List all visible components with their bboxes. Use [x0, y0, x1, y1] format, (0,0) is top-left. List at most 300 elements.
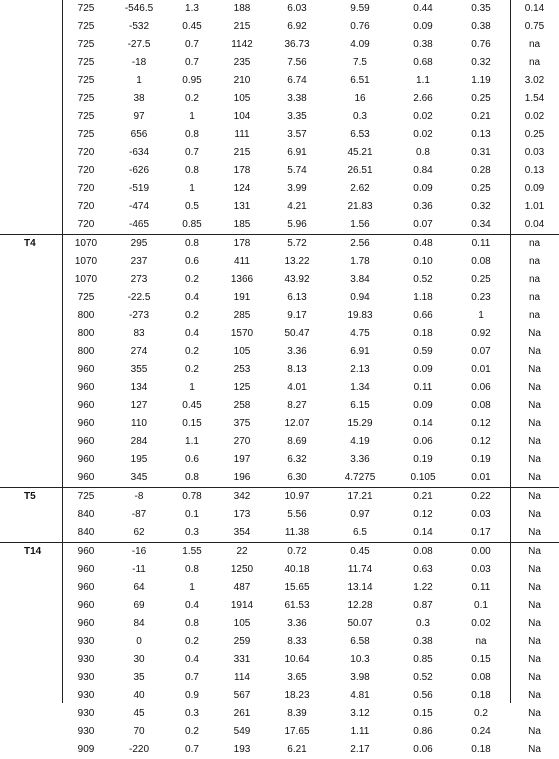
table-cell: 725 — [77, 93, 95, 104]
table-cell: 0.94 — [350, 292, 370, 303]
table-cell: 725 — [77, 3, 95, 14]
table-cell: 0.14 — [413, 527, 433, 538]
sample-label-cell — [0, 271, 62, 289]
table-cell: 0.08 — [471, 256, 491, 267]
table-cell: 0.23 — [471, 292, 491, 303]
table-cell: 5.72 — [268, 235, 326, 254]
table-row — [0, 633, 559, 651]
table-cell: 0.02 — [413, 111, 433, 122]
table-row — [0, 687, 559, 705]
table-cell: 0.19 — [413, 454, 433, 465]
table-cell: 197 — [233, 454, 251, 465]
table-cell: 0.12 — [471, 418, 491, 429]
table-cell: 178 — [233, 165, 251, 176]
table-cell: 0.08 — [471, 400, 491, 411]
table-row — [0, 723, 559, 741]
table-cell: 61.53 — [284, 600, 310, 611]
table-cell: Na — [528, 654, 541, 665]
table-cell: 930 — [77, 636, 95, 647]
table-cell: na — [475, 636, 487, 647]
table-cell: -18 — [131, 57, 147, 68]
table-cell: 1.1 — [185, 436, 199, 447]
table-cell: 0.09 — [524, 183, 545, 194]
table-row — [0, 651, 559, 669]
table-cell: 0.25 — [471, 183, 491, 194]
table-cell: 725 — [77, 75, 95, 86]
table-cell: 1 — [189, 183, 195, 194]
table-cell: 3.12 — [350, 708, 370, 719]
table-cell: 17.21 — [326, 488, 394, 507]
table-cell: 0.06 — [471, 382, 491, 393]
table-cell: 0.7 — [185, 744, 199, 755]
sample-label-cell — [0, 253, 62, 271]
table-cell: 725 — [77, 39, 95, 50]
table-cell: 295 — [110, 235, 168, 254]
table-cell: 173 — [233, 509, 251, 520]
table-cell: 4.75 — [350, 328, 370, 339]
table-cell: -11 — [132, 564, 146, 575]
table-cell: 0.87 — [413, 600, 433, 611]
table-cell: 105 — [233, 346, 251, 357]
table-cell: 5.56 — [287, 509, 307, 520]
table-cell: -465 — [128, 219, 149, 230]
table-cell: 0.2 — [185, 364, 199, 375]
table-cell: 725 — [77, 111, 95, 122]
sample-label-cell — [0, 216, 62, 235]
table-cell: 105 — [233, 618, 251, 629]
table-cell: 4.81 — [350, 690, 370, 701]
table-cell: 285 — [233, 310, 251, 321]
table-cell: Na — [528, 454, 541, 465]
table-cell: 0.15 — [471, 654, 491, 665]
table-cell: 10.97 — [268, 488, 326, 507]
table-cell: 1.18 — [413, 292, 433, 303]
table-cell: 800 — [77, 346, 95, 357]
table-cell: Na — [528, 582, 541, 593]
table-cell: 0.25 — [524, 129, 545, 140]
table-cell: 0.01 — [471, 472, 491, 483]
table-cell: 0.02 — [524, 111, 545, 122]
table-cell: 0.45 — [182, 21, 202, 32]
table-cell: 70 — [133, 726, 145, 737]
table-cell: 1570 — [230, 328, 254, 339]
table-cell: 6.30 — [287, 472, 307, 483]
table-cell: 1.55 — [168, 543, 216, 562]
table-cell: 0.2 — [185, 636, 199, 647]
table-row-group-start — [0, 488, 559, 507]
table-cell: Na — [528, 564, 541, 575]
table-cell: 124 — [233, 183, 251, 194]
table-cell: Na — [528, 346, 541, 357]
table-cell: 0.17 — [471, 527, 491, 538]
table-cell: 0.11 — [452, 235, 510, 254]
table-cell: 0.34 — [471, 219, 491, 230]
table-cell: 3.36 — [350, 454, 370, 465]
table-row — [0, 615, 559, 633]
table-cell: 6.32 — [287, 454, 307, 465]
table-row — [0, 597, 559, 615]
table-cell: 0.52 — [413, 672, 433, 683]
table-cell: 127 — [130, 400, 148, 411]
table-cell: 3.57 — [287, 129, 307, 140]
table-cell: 0.95 — [182, 75, 202, 86]
table-cell: 3.38 — [287, 93, 307, 104]
table-cell: 960 — [77, 582, 95, 593]
table-cell: 62 — [133, 527, 145, 538]
table-cell: 3.35 — [287, 111, 307, 122]
table-cell: 960 — [77, 418, 95, 429]
table-cell: 9.17 — [287, 310, 307, 321]
table-cell: 800 — [77, 310, 95, 321]
table-cell: 0.92 — [471, 328, 491, 339]
table-cell: 0.7 — [185, 147, 199, 158]
table-cell: 19.83 — [347, 310, 373, 321]
table-cell: 0.6 — [185, 454, 199, 465]
table-cell: 0.8 — [185, 618, 199, 629]
sample-label-cell — [0, 723, 62, 741]
table-cell: 0.52 — [413, 274, 433, 285]
table-cell: 0.03 — [471, 509, 491, 520]
table-cell: na — [528, 256, 541, 267]
table-row — [0, 289, 559, 307]
table-cell: 331 — [233, 654, 251, 665]
table-row — [0, 108, 559, 126]
table-cell: 720 — [77, 147, 95, 158]
table-cell: 930 — [77, 690, 95, 701]
sample-label-cell — [0, 343, 62, 361]
table-row — [0, 741, 559, 759]
table-cell: 0.7 — [185, 39, 199, 50]
table-cell: 5.74 — [287, 165, 307, 176]
table-cell: 0.3 — [353, 111, 367, 122]
table-cell: 2.62 — [350, 183, 370, 194]
sample-label-cell: T4 — [0, 235, 62, 254]
table-cell: 0.2 — [185, 346, 199, 357]
table-cell: 12.28 — [347, 600, 373, 611]
table-cell: 0.19 — [471, 454, 491, 465]
table-cell: 0.59 — [413, 346, 433, 357]
table-cell: 2.17 — [350, 744, 370, 755]
sample-label-cell — [0, 597, 62, 615]
table-cell: 21.83 — [347, 201, 373, 212]
table-row — [0, 126, 559, 144]
table-cell: Na — [528, 527, 541, 538]
table-cell: 0.31 — [471, 147, 491, 158]
table-cell: 1142 — [231, 39, 253, 50]
table-cell: 800 — [77, 328, 95, 339]
table-cell: 487 — [233, 582, 251, 593]
table-cell: -8 — [110, 488, 168, 507]
table-cell: 720 — [77, 165, 95, 176]
table-cell: 0.7 — [185, 672, 199, 683]
table-cell: 185 — [233, 219, 251, 230]
table-cell: na — [528, 310, 541, 321]
table-cell: 0.105 — [410, 472, 436, 483]
table-cell: 4.7275 — [344, 472, 376, 483]
table-cell: 0.84 — [413, 165, 433, 176]
table-cell: 342 — [216, 488, 268, 507]
table-cell: 0.7 — [185, 57, 199, 68]
table-cell: 191 — [233, 292, 251, 303]
table-cell: 0.24 — [471, 726, 491, 737]
sample-label-cell — [0, 108, 62, 126]
table-cell: 0.06 — [413, 436, 433, 447]
table-cell: 3.36 — [287, 346, 307, 357]
sample-label-cell — [0, 379, 62, 397]
table-cell: 0 — [136, 636, 142, 647]
table-cell: 13.14 — [347, 582, 373, 593]
table-row — [0, 90, 559, 108]
table-cell: 1070 — [74, 274, 98, 285]
table-cell: 1914 — [230, 600, 254, 611]
table-row-group-start — [0, 0, 559, 18]
sample-label-cell — [0, 433, 62, 451]
table-cell: 0.25 — [471, 274, 491, 285]
table-cell: na — [528, 274, 541, 285]
table-cell: 0.11 — [471, 582, 491, 593]
table-cell: 6.53 — [350, 129, 370, 140]
table-cell: 8.69 — [287, 436, 307, 447]
table-cell: 0.9 — [185, 690, 199, 701]
sample-label-cell — [0, 506, 62, 524]
sample-label-cell — [0, 397, 62, 415]
table-cell: Na — [528, 382, 541, 393]
table-cell: 193 — [233, 744, 251, 755]
table-row — [0, 180, 559, 198]
table-cell: 7.5 — [353, 57, 367, 68]
table-cell: 9.59 — [350, 3, 370, 14]
sample-label-cell — [0, 198, 62, 216]
table-cell: 84 — [133, 618, 145, 629]
table-cell: 1 — [136, 75, 142, 86]
table-cell: 6.74 — [287, 75, 307, 86]
table-cell: 195 — [130, 454, 148, 465]
table-cell: 13.22 — [284, 256, 310, 267]
table-cell: 1.22 — [413, 582, 433, 593]
table-row — [0, 325, 559, 343]
table-cell: 909 — [77, 744, 95, 755]
table-cell: 0.25 — [471, 93, 491, 104]
table-cell: -273 — [128, 310, 149, 321]
table-cell: 0.10 — [413, 256, 433, 267]
table-cell: 0.00 — [452, 543, 510, 562]
table-cell: 188 — [233, 3, 251, 14]
table-cell: 930 — [77, 726, 95, 737]
table-cell: 0.13 — [471, 129, 491, 140]
table-row — [0, 397, 559, 415]
table-cell: 0.4 — [185, 328, 199, 339]
table-cell: 18.23 — [284, 690, 310, 701]
sample-label-cell — [0, 144, 62, 162]
table-cell: 0.86 — [413, 726, 433, 737]
table-cell: 6.58 — [350, 636, 370, 647]
table-cell: 0.76 — [471, 39, 491, 50]
table-row — [0, 469, 559, 488]
table-cell: 725 — [77, 57, 95, 68]
table-row — [0, 253, 559, 271]
table-cell: 0.2 — [185, 310, 199, 321]
table-row — [0, 271, 559, 289]
table-row-group-start — [0, 543, 559, 562]
table-cell: 0.12 — [413, 509, 433, 520]
table-cell: -16 — [110, 543, 168, 562]
table-cell: na — [528, 39, 541, 50]
table-cell: 3.99 — [287, 183, 307, 194]
table-cell: Na — [528, 708, 541, 719]
table-cell: 1070 — [74, 256, 98, 267]
table-cell: Na — [528, 636, 541, 647]
table-cell: 16 — [354, 93, 366, 104]
table-cell: 5.96 — [287, 219, 307, 230]
table-cell: 0.21 — [471, 111, 491, 122]
table-cell: Na — [510, 543, 559, 562]
table-cell: 196 — [233, 472, 251, 483]
table-cell: 3.84 — [350, 274, 370, 285]
table-cell: 725 — [77, 292, 95, 303]
table-cell: 0.28 — [471, 165, 491, 176]
table-cell: 1 — [189, 382, 195, 393]
table-cell: -519 — [128, 183, 149, 194]
table-cell: 725 — [62, 488, 110, 507]
table-cell: 38 — [133, 93, 145, 104]
table-row — [0, 669, 559, 687]
table-cell: 69 — [133, 600, 145, 611]
table-cell: 411 — [234, 256, 250, 267]
table-cell: 0.14 — [524, 3, 545, 14]
table-cell: 0.21 — [394, 488, 452, 507]
table-cell: 210 — [233, 75, 251, 86]
sample-label-cell — [0, 469, 62, 488]
table-row — [0, 162, 559, 180]
table-cell: 355 — [130, 364, 148, 375]
table-cell: 0.45 — [182, 400, 202, 411]
table-cell: 720 — [77, 219, 95, 230]
table-cell: 0.75 — [524, 21, 545, 32]
table-cell: 345 — [130, 472, 148, 483]
table-cell: 0.02 — [413, 129, 433, 140]
table-cell: 8.13 — [287, 364, 307, 375]
table-cell: 1.01 — [524, 201, 545, 212]
table-cell: -634 — [128, 147, 149, 158]
table-cell: 0.4 — [185, 654, 199, 665]
table-row — [0, 561, 559, 579]
table-cell: 0.2 — [474, 708, 488, 719]
table-row — [0, 307, 559, 325]
sample-label-cell — [0, 669, 62, 687]
table-cell: 83 — [133, 328, 145, 339]
table-cell: 0.12 — [471, 436, 491, 447]
table-cell: 15.29 — [347, 418, 373, 429]
sample-label-cell — [0, 90, 62, 108]
table-cell: 1.78 — [350, 256, 370, 267]
table-cell: 0.8 — [416, 147, 430, 158]
table-row — [0, 72, 559, 90]
column-divider-left — [62, 0, 63, 703]
table-cell: 111 — [234, 129, 250, 140]
table-cell: 6.91 — [350, 346, 370, 357]
table-cell: -626 — [128, 165, 149, 176]
table-cell: 0.07 — [471, 346, 491, 357]
table-cell: 0.2 — [185, 274, 199, 285]
table-cell: 0.09 — [413, 364, 433, 375]
table-cell: 1366 — [230, 274, 254, 285]
table-cell: 0.3 — [185, 708, 199, 719]
table-cell: 0.8 — [185, 472, 199, 483]
table-cell: 114 — [234, 672, 250, 683]
table-cell: 6.15 — [350, 400, 370, 411]
table-cell: Na — [528, 690, 541, 701]
table-cell: 50.47 — [284, 328, 310, 339]
sample-label-cell — [0, 325, 62, 343]
table-cell: 235 — [233, 57, 251, 68]
sample-label-cell — [0, 741, 62, 759]
table-cell: 3.02 — [524, 75, 545, 86]
table-cell: 1.11 — [350, 726, 370, 737]
table-row — [0, 379, 559, 397]
table-cell: Na — [528, 418, 541, 429]
table-cell: 258 — [233, 400, 251, 411]
table-cell: 960 — [77, 600, 95, 611]
sample-label-cell — [0, 451, 62, 469]
table-cell: 840 — [77, 509, 95, 520]
table-cell: Na — [528, 364, 541, 375]
table-cell: 26.51 — [347, 165, 373, 176]
table-row — [0, 36, 559, 54]
sample-label-cell — [0, 561, 62, 579]
table-cell: na — [528, 57, 541, 68]
table-cell: 0.76 — [350, 21, 370, 32]
sample-label-cell — [0, 180, 62, 198]
table-cell: 840 — [77, 527, 95, 538]
table-cell: 1 — [478, 310, 484, 321]
table-cell: 0.38 — [471, 21, 491, 32]
table-cell: 8.27 — [287, 400, 307, 411]
table-cell: 2.13 — [350, 364, 370, 375]
table-cell: 12.07 — [284, 418, 310, 429]
table-cell: 0.09 — [413, 21, 433, 32]
table-cell: Na — [510, 488, 559, 507]
table-cell: 6.03 — [287, 3, 307, 14]
sample-label-cell — [0, 54, 62, 72]
table-row — [0, 144, 559, 162]
table-cell: 930 — [77, 654, 95, 665]
table-cell: 0.5 — [185, 201, 199, 212]
table-cell: 4.21 — [287, 201, 307, 212]
table-cell: 930 — [77, 672, 95, 683]
table-cell: 0.36 — [413, 201, 433, 212]
table-cell: 0.35 — [471, 3, 491, 14]
table-cell: 0.68 — [413, 57, 433, 68]
table-cell: 0.78 — [168, 488, 216, 507]
table-cell: 6.91 — [287, 147, 307, 158]
table-cell: 104 — [233, 111, 251, 122]
table-cell: 97 — [133, 111, 145, 122]
table-cell: 375 — [233, 418, 251, 429]
sample-label-cell: T5 — [0, 488, 62, 507]
table-cell: 215 — [233, 147, 251, 158]
table-cell: 10.3 — [350, 654, 370, 665]
table-cell: 0.03 — [524, 147, 545, 158]
sample-label-cell — [0, 705, 62, 723]
table-cell: 45 — [133, 708, 145, 719]
table-cell: 960 — [77, 472, 95, 483]
table-cell: 0.18 — [471, 690, 491, 701]
table-cell: 30 — [133, 654, 145, 665]
table-cell: 549 — [233, 726, 251, 737]
table-row — [0, 451, 559, 469]
sample-label-cell — [0, 579, 62, 597]
table-cell: 0.32 — [471, 201, 491, 212]
